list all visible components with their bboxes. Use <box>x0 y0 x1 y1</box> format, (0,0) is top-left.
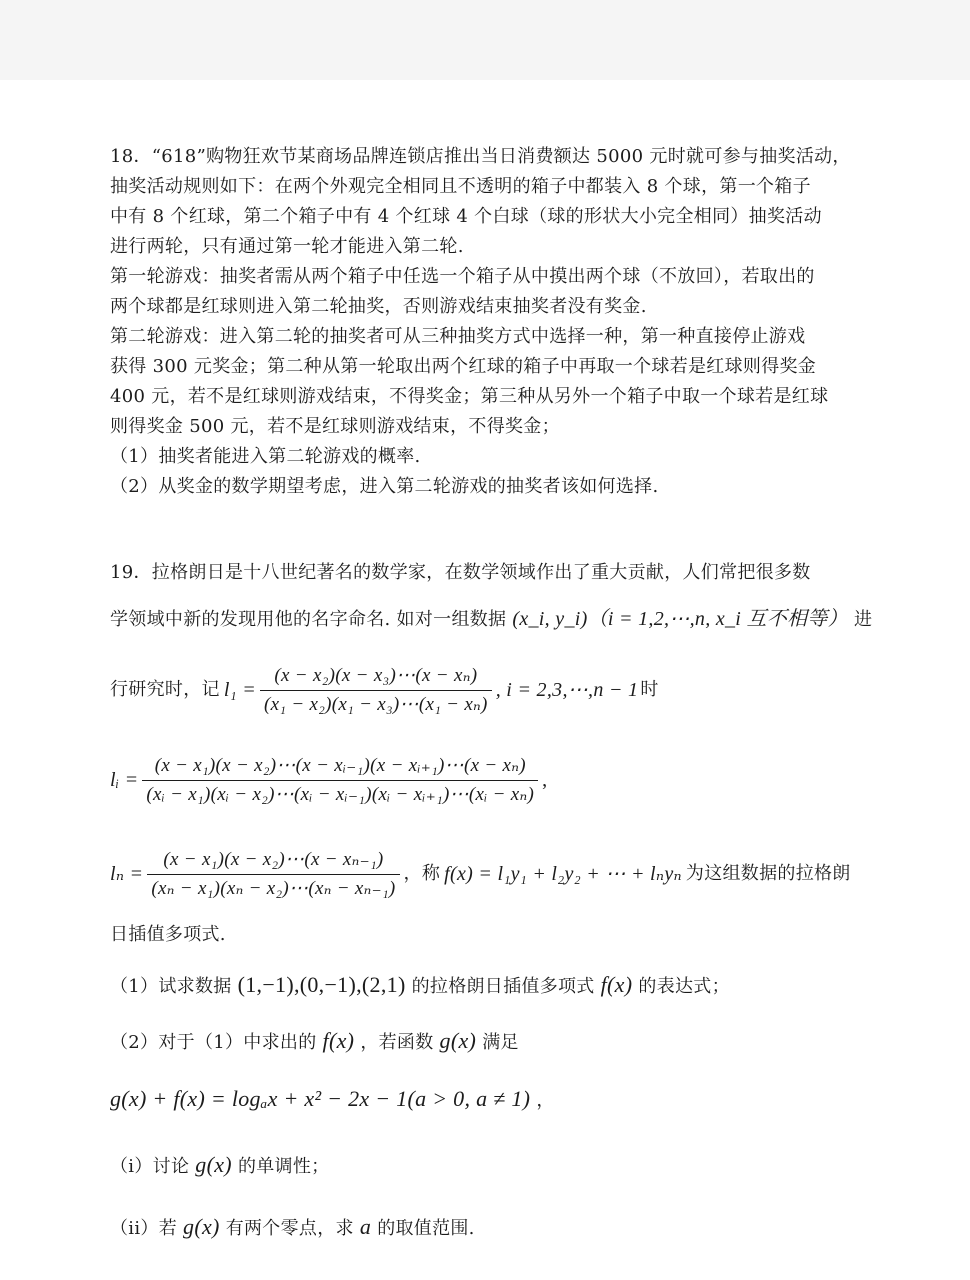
q19-line-2-end: 进 <box>853 609 873 630</box>
q19-ln-fraction <box>147 848 399 901</box>
q19-p1-points: (1,−1),(0,−1),(2,1) <box>237 972 406 997</box>
q19-ln-line <box>110 844 900 904</box>
top-bar <box>0 0 970 80</box>
q19-l1-lhs: l₁ = <box>223 679 257 701</box>
q19-ln-denominator: (xₙ − x₁)(xₙ − x₂)⋯(xₙ − xₙ₋₁) <box>151 877 396 899</box>
q19-lagrange-poly: f(x) = l₁y₁ + l₂y₂ + ⋯ + lₙyₙ <box>444 863 682 885</box>
q19-p2-f: f(x) <box>322 1028 355 1053</box>
q18-part-2: （2）从奖金的数学期望考虑，进入第二轮游戏的抽奖者该如何选择. <box>110 476 659 497</box>
q18-line-3: 中有 8 个红球，第二个箱子中有 4 个红球 4 个白球（球的形状大小完全相同）抽奖活动 <box>110 206 822 227</box>
q18-line-7: 第二轮游戏：进入第二轮的抽奖者可从三种抽奖方式中选择一种，第一种直接停止游戏 <box>110 326 806 347</box>
q19-p1-end: 的表达式； <box>638 976 730 997</box>
q19-part-2 <box>110 1026 900 1058</box>
q19-ln-mid: ，称 <box>403 863 441 884</box>
q19-pi-text: （i）讨论 <box>110 1156 190 1177</box>
q19-pii-mid: 有两个零点，求 <box>225 1218 354 1239</box>
q18-line-8: 获得 300 元奖金；第二种从第一轮取出两个红球的箱子中再取一个球若是红球则得奖金 <box>110 356 817 377</box>
q18-line-1: 18．“618”购物狂欢节某商场品牌连锁店推出当日消费额达 5000 元时就可参与抽奖活动， <box>110 146 851 167</box>
q19-line-2-text: 学领域中新的发现用他的名字命名. 如对一组数据 <box>110 609 507 630</box>
q19-pii-end: 的取值范围. <box>377 1218 475 1239</box>
q19-part-1 <box>110 970 900 1002</box>
q19-p2-end: 满足 <box>482 1032 519 1053</box>
q19-li-lhs: lᵢ = <box>110 769 139 791</box>
q19-ln-end: 为这组数据的拉格朗 <box>685 863 851 884</box>
exam-page <box>0 80 970 1280</box>
q19-part-2-i <box>110 1150 900 1182</box>
q19-p2-mid: ，若函数 <box>360 1032 434 1053</box>
q19-pii-text: （ii）若 <box>110 1218 178 1239</box>
q19-l1-suffix: 时 <box>640 679 659 700</box>
q19-l1-fraction <box>260 664 492 717</box>
q19-line-7: 日插值多项式. <box>110 924 226 945</box>
q18-line-9: 400 元，若不是红球则游戏结束，不得奖金；第三种从另外一个箱子中取一个球若是红球 <box>110 386 829 407</box>
q19-p1-f: f(x) <box>600 972 633 997</box>
q18-line-4: 进行两轮，只有通过第一轮才能进入第二轮. <box>110 236 464 257</box>
q19-l1-index-range: , i = 2,3,⋯,n − 1 <box>495 679 639 701</box>
q19-li-fraction <box>142 754 538 807</box>
q18-line-5: 第一轮游戏：抽奖者需从两个箱子中任选一个箱子从中摸出两个球（不放回），若取出的 <box>110 266 815 287</box>
q19-li-end: , <box>542 769 548 791</box>
q19-l1-denominator: (x₁ − x₂)(x₁ − x₃)⋯(x₁ − xₙ) <box>264 693 488 715</box>
q19-pii-g: g(x) <box>183 1214 220 1239</box>
q19-li-numerator: (x − x₁)(x − x₂)⋯(x − xᵢ₋₁)(x − xᵢ₊₁)⋯(x − xₙ) <box>142 754 538 781</box>
q19-equation <box>110 1084 900 1116</box>
q19-p1-mid: 的拉格朗日插值多项式 <box>411 976 595 997</box>
q18-part-1: （1）抽奖者能进入第二轮游戏的概率. <box>110 446 421 467</box>
q19-pi-end: 的单调性； <box>237 1156 330 1177</box>
q19-li-line <box>110 750 900 810</box>
q19-p1-text: （1）试求数据 <box>110 976 232 997</box>
q19-pi-g: g(x) <box>195 1152 232 1177</box>
q19-li-denominator: (xᵢ − x₁)(xᵢ − x₂)⋯(xᵢ − xᵢ₋₁)(xᵢ − xᵢ₊₁)⋯(xᵢ − xₙ) <box>146 783 535 805</box>
q18-line-2: 抽奖活动规则如下：在两个外观完全相同且不透明的箱子中都装入 8 个球，第一个箱子 <box>110 176 811 197</box>
q19-l1-prefix: 行研究时，记 <box>110 679 220 700</box>
q18-line-6: 两个球都是红球则进入第二轮抽奖，否则游戏结束抽奖者没有奖金. <box>110 296 647 317</box>
q19-l1-numerator: (x − x₂)(x − x₃)⋯(x − xₙ) <box>260 664 492 691</box>
q19-part-2-ii <box>110 1212 900 1244</box>
q19-ln-numerator: (x − x₁)(x − x₂)⋯(x − xₙ₋₁) <box>147 848 399 875</box>
q18-line-10: 则得奖金 500 元，若不是红球则游戏结束，不得奖金； <box>110 416 560 437</box>
q19-data-pairs: (x_i, y_i)（i = 1,2,⋯,n, x_i 互不相等） <box>512 608 848 630</box>
q19-pii-a: a <box>359 1214 372 1239</box>
q19-p2-text: （2）对于（1）中求出的 <box>110 1032 317 1053</box>
q19-p2-g: g(x) <box>439 1028 477 1053</box>
q19-line-1: 19．拉格朗日是十八世纪著名的数学家，在数学领域作出了重大贡献，人们常把很多数 <box>110 562 811 583</box>
q19-l1-line <box>110 660 900 720</box>
q19-equation-body: g(x) + f(x) = logₐx + x² − 2x − 1(a > 0, a ≠ 1) <box>110 1086 531 1111</box>
q19-equation-end: ， <box>536 1090 555 1111</box>
q19-ln-lhs: lₙ = <box>110 863 144 885</box>
q19-line-2 <box>110 604 900 635</box>
